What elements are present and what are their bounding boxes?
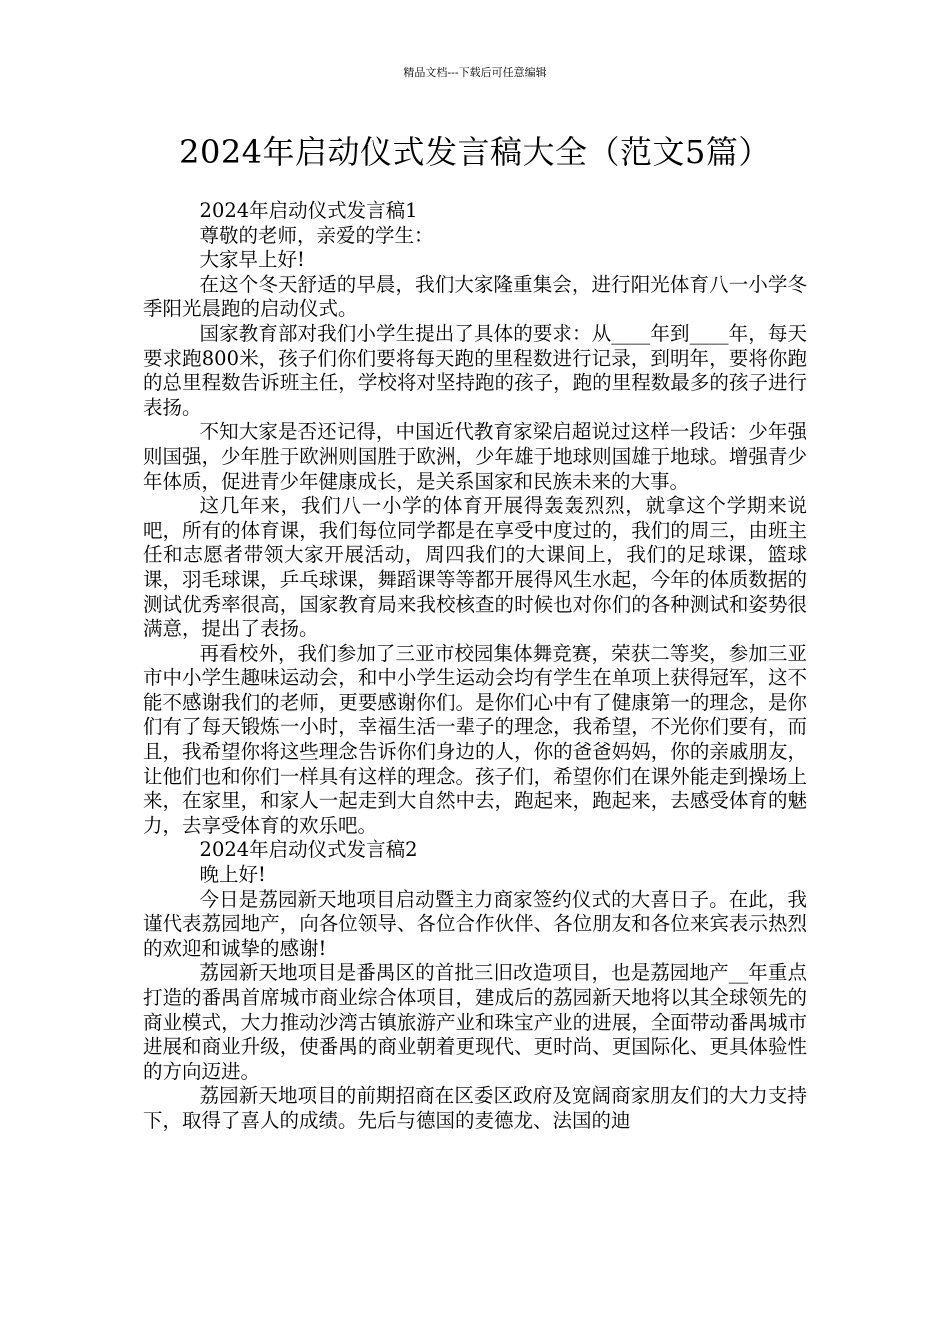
- body-paragraph: 在这个冬天舒适的早晨，我们大家隆重集会，进行阳光体育八一小学冬季阳光晨跑的启动仪式。: [143, 272, 807, 321]
- body-paragraph: 再看校外，我们参加了三亚市校园集体舞竞赛，荣获二等奖，参加三亚市中小学生趣味运动会，和中小学生运动会均有学生在单项上获得冠军，这不能不感谢我们的老师，更要感谢你们。是你们心中有了健康第一的理念，是你们有了每天锻炼一小时，幸福生活一辈子的理念，我希望，不光你们要有，而且，我希望你将这些理念告诉你们身边的人，你的爸爸妈妈，你的亲戚朋友，让他们也和你们一样具有这样的理念。孩子们，希望你们在课外能走到操场上来，在家里，和家人一起走到大自然中去，跑起来，跑起来，去感受体育的魅力，去享受体育的欢乐吧。: [143, 641, 807, 837]
- section-heading: 2024年启动仪式发言稿1: [199, 199, 418, 222]
- section-heading: 2024年启动仪式发言稿2: [199, 838, 418, 862]
- body-paragraph: 荔园新天地项目的前期招商在区委区政府及宽阔商家朋友们的大力支持下，取得了喜人的成绩。先后与德国的麦德龙、法国的迪: [143, 1084, 807, 1132]
- body-paragraph: 今日是荔园新天地项目启动暨主力商家签约仪式的大喜日子。在此，我谨代表荔园地产，向各位领导、各位合作伙伴、各位朋友和各位来宾表示热烈的欢迎和诚挚的感谢!: [143, 887, 807, 960]
- document-body: [143, 199, 807, 1134]
- page-header: 精品文档---下载后可任意编辑: [403, 66, 547, 79]
- salutation: 尊敬的老师，亲爱的学生：: [199, 223, 434, 247]
- body-paragraph: 这几年来，我们八一小学的体育开展得轰轰烈烈，就拿这个学期来说吧，所有的体育课，我们每位同学都是在享受中度过的，我们的周三，由班主任和志愿者带领大家开展活动，周四我们的大课间上，我们的足球课，篮球课，羽毛球课，乒乓球课，舞蹈课等等都开展得风生水起，今年的体质数据的测试优秀率很高，国家教育局来我校核查的时候也对你们的各种测试和姿势很满意，提出了表扬。: [143, 494, 807, 641]
- body-paragraph: 国家教育部对我们小学生提出了具体的要求：从____年到____年，每天要求跑800米，孩子们你们要将每天跑的里程数进行记录，到明年，要将你跑的总里程数告诉班主任，学校将对坚持跑的孩子，跑的里程数最多的孩子进行表扬。: [143, 321, 807, 419]
- body-paragraph: 不知大家是否还记得，中国近代教育家梁启超说过这样一段话：少年强则国强，少年胜于欧洲则国胜于欧洲，少年雄于地球则国雄于地球。增强青少年体质，促进青少年健康成长，是关系国家和民族未来的大事。: [143, 420, 807, 493]
- document-title: 2024年启动仪式发言稿大全（范文5篇）: [179, 133, 771, 171]
- greeting: 晚上好!: [199, 863, 266, 887]
- greeting: 大家早上好!: [199, 248, 305, 272]
- body-paragraph: 荔园新天地项目是番禺区的首批三旧改造项目，也是荔园地产__年重点打造的番禺首席城市商业综合体项目，建成后的荔园新天地将以其全球领先的商业模式，大力推动沙湾古镇旅游产业和珠宝产业的进展，全面带动番禺城市进展和商业升级，使番禺的商业朝着更现代、更时尚、更国际化、更具体验性的方向迈进。: [143, 961, 807, 1083]
